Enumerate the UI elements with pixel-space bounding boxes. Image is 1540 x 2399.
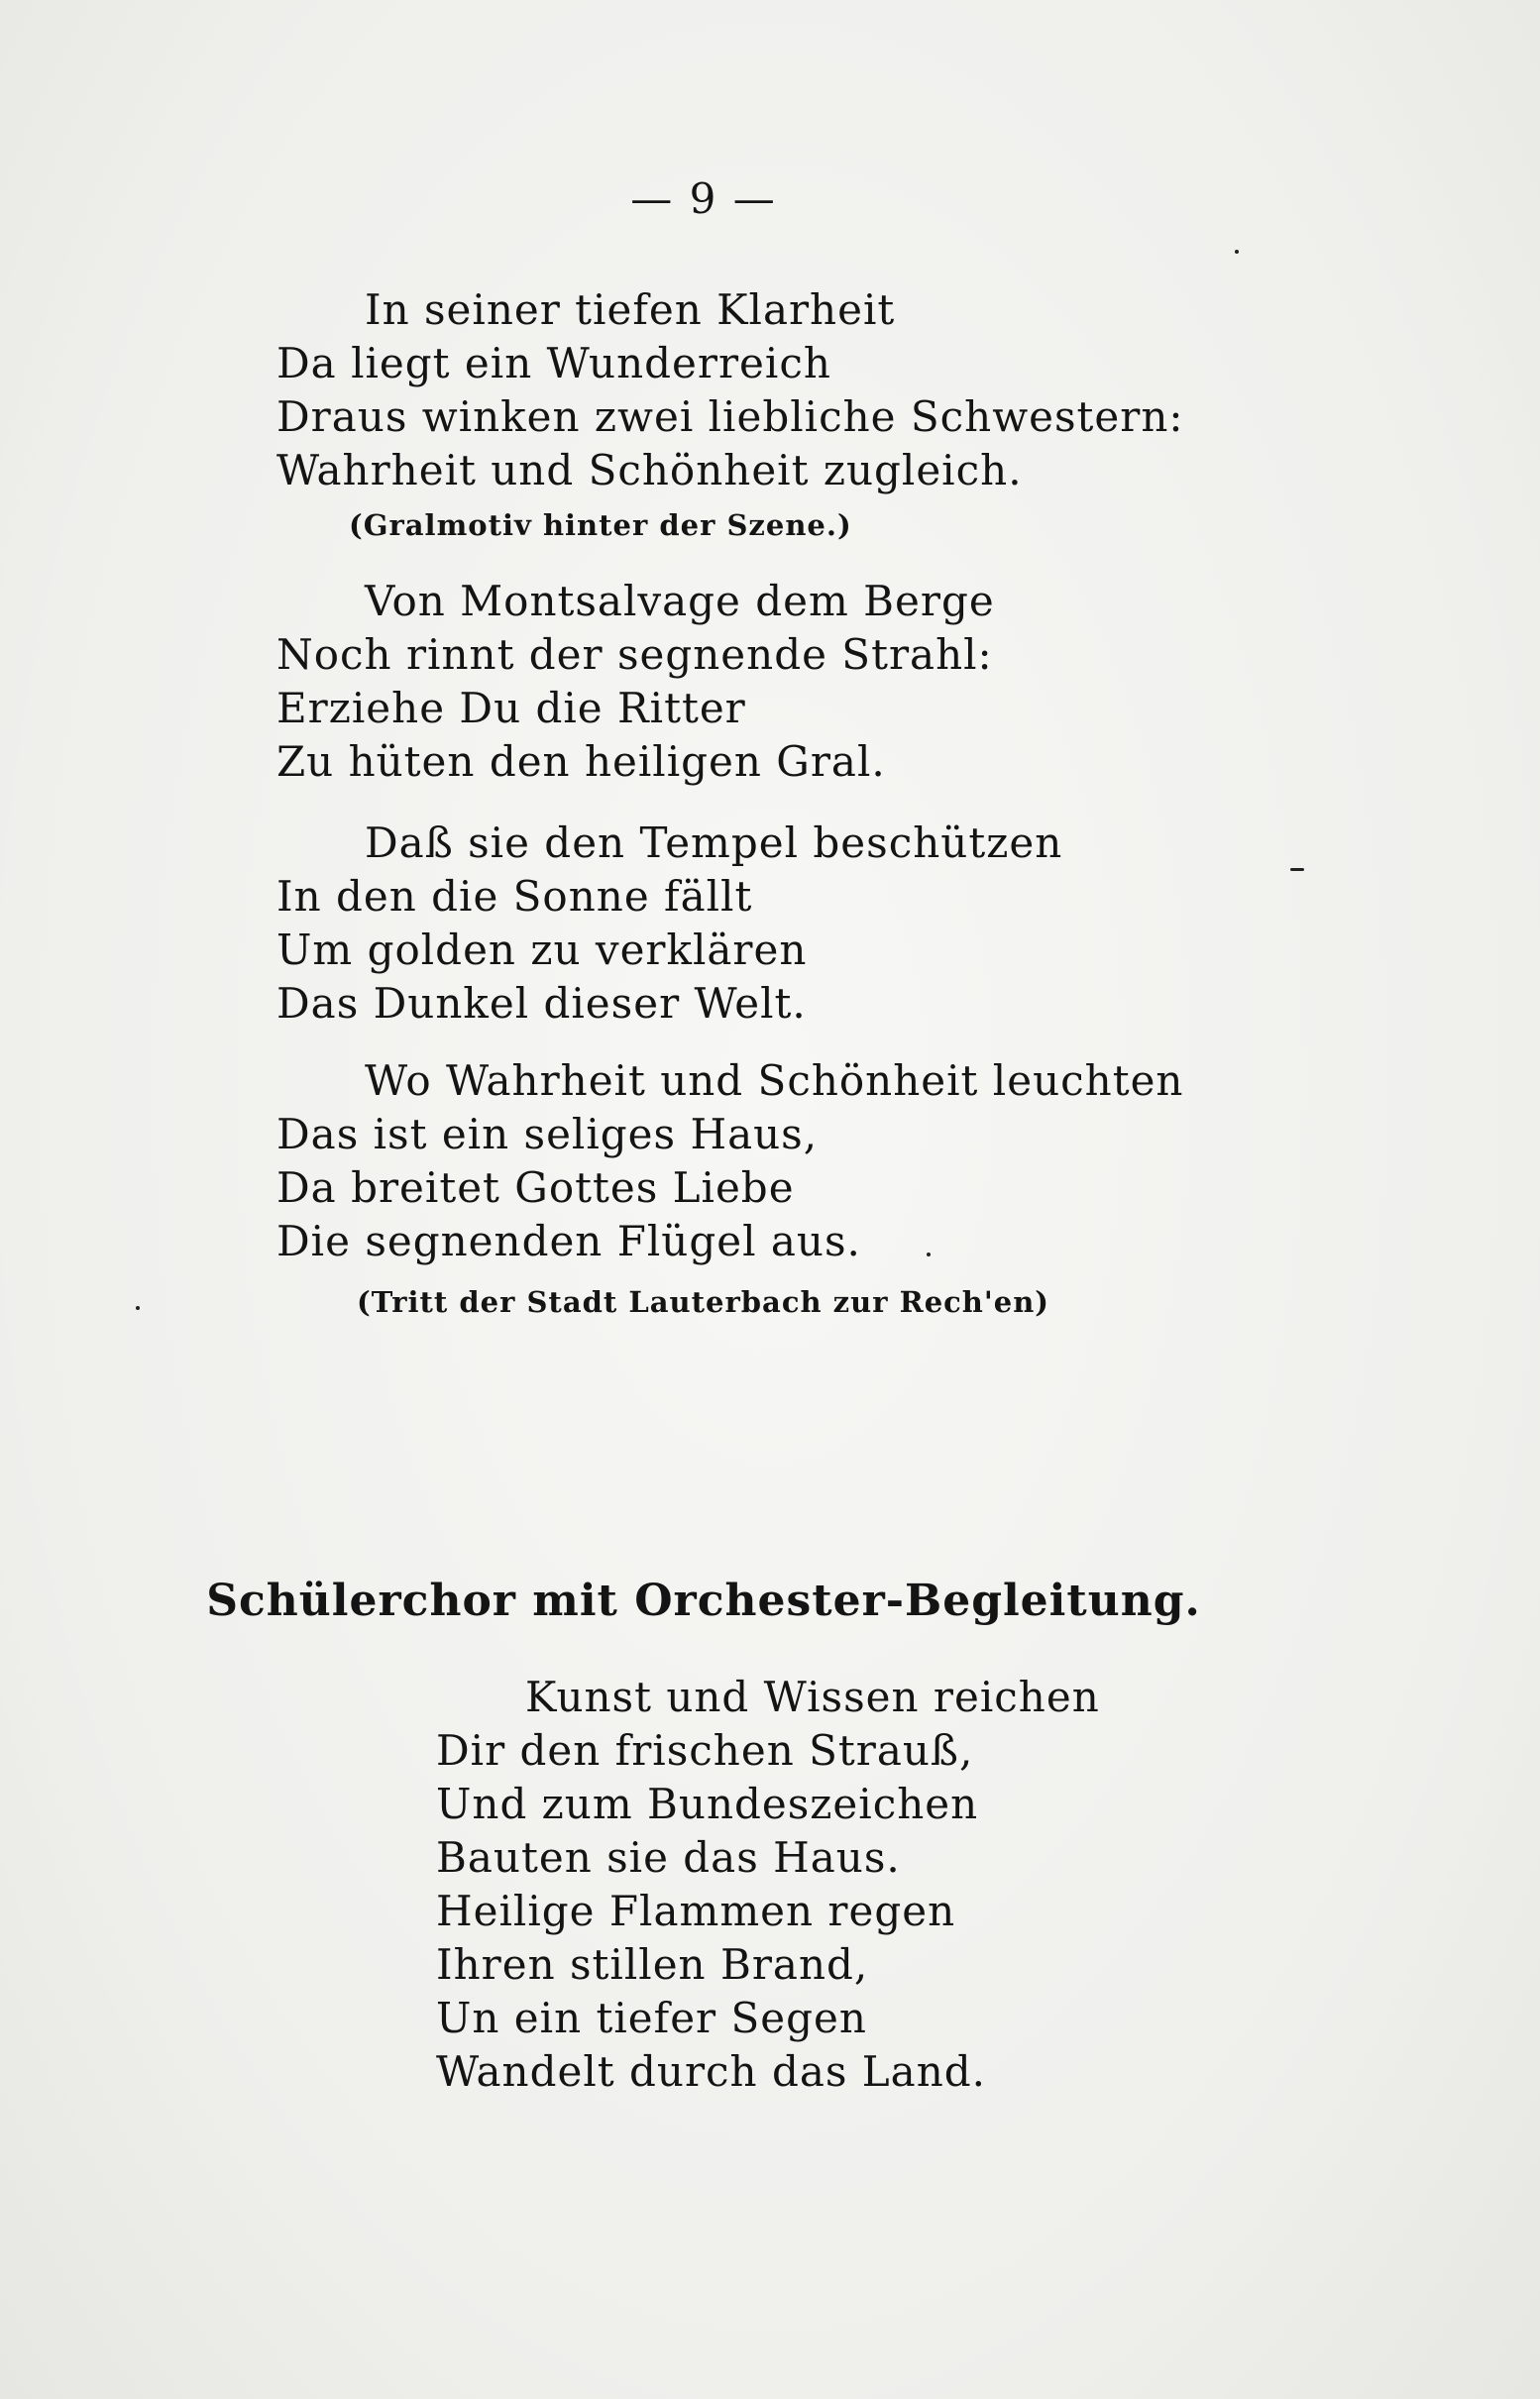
page-number: — 9 —: [630, 174, 777, 223]
verse-line: Daß sie den Tempel beschützen: [365, 818, 1063, 867]
stage-direction: (Tritt der Stadt Lauterbach zur Rech'en): [357, 1285, 1050, 1319]
verse-line: Da breitet Gottes Liebe: [276, 1163, 795, 1212]
verse-line: Wo Wahrheit und Schönheit leuchten: [365, 1056, 1184, 1105]
verse-line: Dir den frischen Strauß,: [436, 1726, 974, 1775]
verse-line: Ihren stillen Brand,: [436, 1940, 869, 1989]
section-heading: Schülerchor mit Orchester-Begleitung.: [206, 1576, 1201, 1626]
verse-line: Von Montsalvage dem Berge: [365, 577, 995, 625]
print-speck: [136, 1306, 140, 1310]
verse-line: In seiner tiefen Klarheit: [365, 285, 896, 334]
verse-line: Das Dunkel dieser Welt.: [276, 979, 807, 1028]
verse-line: Wandelt durch das Land.: [436, 2047, 986, 2096]
verse-line: Un ein tiefer Segen: [436, 1994, 867, 2042]
verse-line: Heilige Flammen regen: [436, 1887, 956, 1935]
verse-line: Und zum Bundeszeichen: [436, 1780, 979, 1828]
verse-line: Bauten sie das Haus.: [436, 1833, 901, 1882]
verse-line: Draus winken zwei liebliche Schwestern:: [276, 392, 1184, 441]
print-speck: [1290, 868, 1304, 871]
verse-line: Kunst und Wissen reichen: [525, 1673, 1100, 1721]
verse-line: Da liegt ein Wunderreich: [276, 339, 831, 387]
verse-line: Das ist ein seliges Haus,: [276, 1110, 819, 1158]
verse-line: Zu hüten den heiligen Gral.: [276, 737, 886, 786]
verse-line: Erziehe Du die Ritter: [276, 684, 746, 732]
stage-direction: (Gralmotiv hinter der Szene.): [349, 508, 852, 542]
verse-line: Wahrheit und Schönheit zugleich.: [276, 446, 1023, 494]
print-speck: [927, 1253, 931, 1256]
verse-line: In den die Sonne fällt: [276, 872, 753, 921]
print-speck: [1235, 250, 1239, 254]
verse-line: Noch rinnt der segnende Strahl:: [276, 630, 993, 679]
verse-line: Um golden zu verklären: [276, 926, 808, 974]
verse-line: Die segnenden Flügel aus.: [276, 1217, 861, 1265]
